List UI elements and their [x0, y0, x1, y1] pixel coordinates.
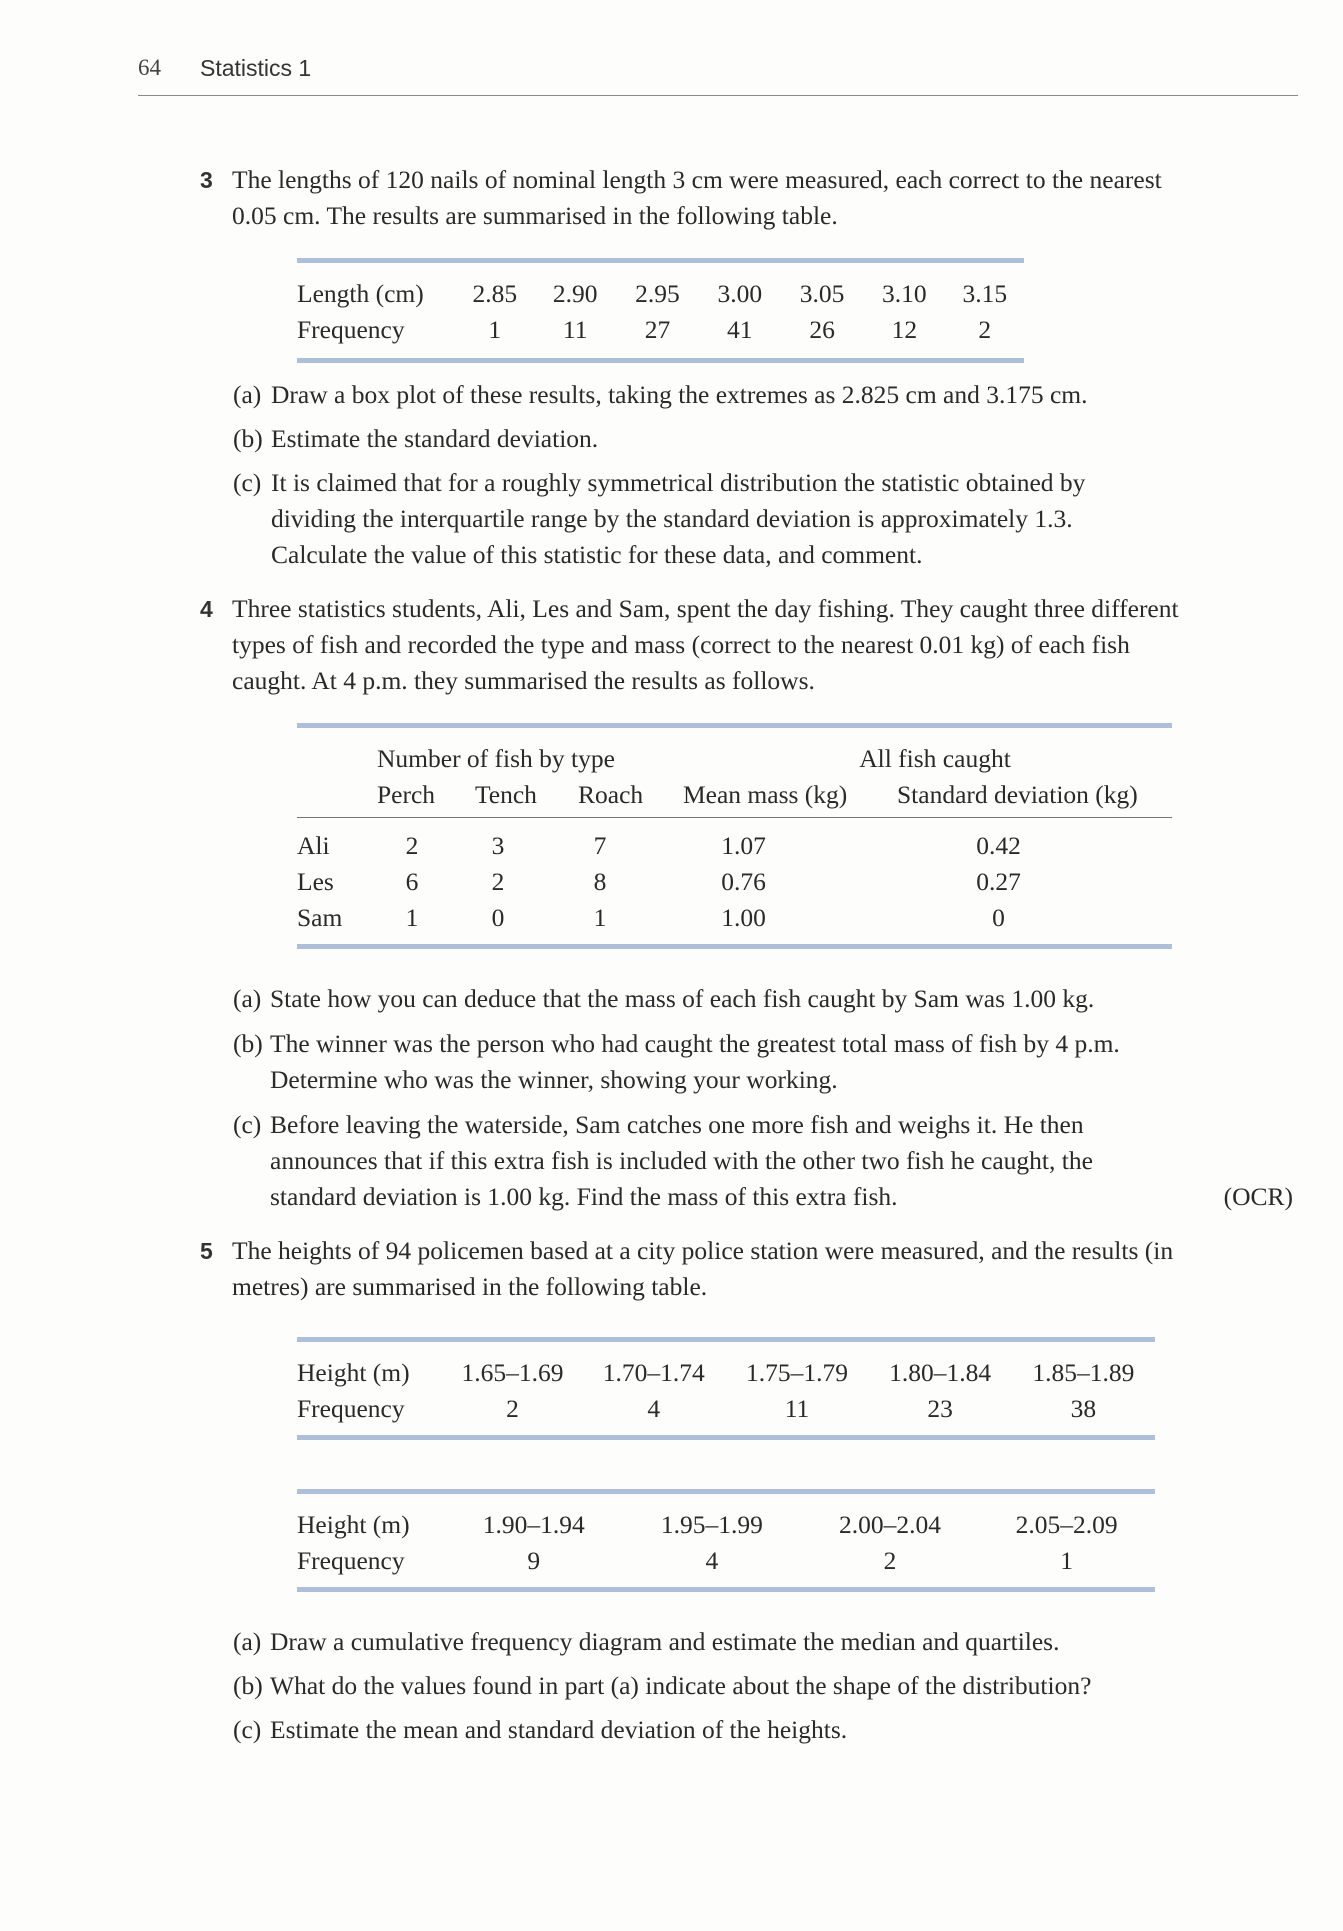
- column-header: Tench: [475, 780, 537, 809]
- part-5a: (a) Draw a cumulative frequency diagram and estimate the median and quartiles.: [233, 1627, 1060, 1656]
- table-group-header: [297, 741, 1169, 777]
- table-cell: 38: [1070, 1394, 1097, 1423]
- table-cell: 12: [891, 315, 918, 344]
- table-column-header: [297, 777, 1169, 813]
- part-3a: (a) Draw a box plot of these results, taking the extremes as 2.825 cm and 3.175 cm.: [233, 380, 1088, 409]
- table-cell: 3.10: [882, 279, 927, 308]
- column-header: Perch: [377, 780, 436, 809]
- fishing-table: [297, 723, 1172, 949]
- table-cell: 2: [506, 1394, 519, 1423]
- column-header: Roach: [578, 780, 644, 809]
- header-rule: [297, 817, 1172, 818]
- table-cell: 2.90: [552, 279, 598, 308]
- row-label: Height (m): [297, 1358, 410, 1387]
- page-header: [138, 55, 1298, 96]
- row-label: Sam: [297, 903, 343, 932]
- part-5c: (c) Estimate the mean and standard deviation of the heights.: [233, 1715, 848, 1744]
- table-cell: 1.90–1.94: [482, 1510, 585, 1539]
- table-top-rule: [297, 1489, 1155, 1494]
- table-cell: 2: [405, 831, 419, 860]
- table-cell: 4: [647, 1394, 661, 1423]
- table-cell: 2: [883, 1546, 897, 1575]
- row-label: Frequency: [297, 1546, 405, 1575]
- table-cell: 3: [491, 831, 505, 860]
- question-3: [200, 162, 1300, 234]
- table-cell: 1: [593, 903, 607, 932]
- height-table-2: [297, 1489, 1155, 1592]
- row-label: Ali: [297, 831, 330, 860]
- table-cell: 9: [527, 1546, 541, 1575]
- table-cell: 11: [784, 1394, 810, 1423]
- table-top-rule: [297, 723, 1172, 728]
- table-cell: 7: [593, 831, 607, 860]
- table-cell: 1: [405, 903, 419, 932]
- table-cell: 2.95: [635, 279, 680, 308]
- page-number: 64: [138, 55, 161, 80]
- table-top-rule: [297, 1337, 1155, 1342]
- table-row: [297, 312, 1024, 348]
- table-row: [297, 1355, 1155, 1391]
- table-bottom-rule: [297, 944, 1172, 949]
- question-stem: The lengths of 120 nails of nominal length 3 cm were measured, each correct to the nearest 0.05 cm. The results are summarised in the following table.: [232, 165, 1162, 230]
- table-row: [297, 1543, 1155, 1579]
- source-label: (OCR): [1223, 1182, 1293, 1211]
- table-bottom-rule: [297, 358, 1024, 363]
- part-5b: (b) What do the values found in part (a) indicate about the shape of the distribution?: [233, 1671, 1092, 1700]
- table-cell: 1.07: [721, 831, 766, 860]
- row-label: Length (cm): [297, 279, 424, 308]
- table-cell: 3.15: [962, 279, 1008, 308]
- table-cell: 1: [488, 315, 502, 344]
- table-cell: 0.76: [721, 867, 766, 896]
- column-header: Standard deviation (kg): [897, 780, 1138, 809]
- column-header: Mean mass (kg): [683, 780, 848, 809]
- table-cell: 1: [1060, 1546, 1074, 1575]
- question-number: 5: [200, 1238, 213, 1264]
- table-cell: 0: [491, 903, 505, 932]
- table-cell: 6: [405, 867, 419, 896]
- table-cell: 1.85–1.89: [1032, 1358, 1135, 1387]
- table-cell: 2.00–2.04: [838, 1510, 941, 1539]
- table-bottom-rule: [297, 1587, 1155, 1592]
- table-cell: 2.85: [472, 279, 518, 308]
- group-header-types: Number of fish by type: [377, 744, 615, 773]
- row-label: Frequency: [297, 315, 405, 344]
- table-cell: 11: [562, 315, 588, 344]
- question-5: [200, 1233, 1300, 1305]
- row-label: Les: [297, 867, 334, 896]
- height-table-1: [297, 1337, 1155, 1440]
- group-header-all: All fish caught: [859, 744, 1011, 773]
- table-cell: 2: [978, 315, 992, 344]
- row-label: Height (m): [297, 1510, 410, 1539]
- question-stem: The heights of 94 policemen based at a city police station were measured, and the results (in metres) are summarised in the following table.: [232, 1236, 1174, 1301]
- table-cell: 1.65–1.69: [461, 1358, 564, 1387]
- table-cell: 23: [927, 1394, 953, 1423]
- table-cell: 1.75–1.79: [745, 1358, 848, 1387]
- table-cell: 3.00: [717, 279, 763, 308]
- table-cell: 8: [593, 867, 607, 896]
- table-cell: 1.95–1.99: [660, 1510, 763, 1539]
- table-cell: 3.05: [799, 279, 845, 308]
- table-row: [297, 276, 1024, 312]
- part-3c: (c) It is claimed that for a roughly symmetrical distribution the statistic obtained by dividing the interquartile range by the standard deviation is approximately 1.3. Calculate the value of this statistic for these data, and comment.: [233, 468, 1086, 569]
- table-cell: 1.70–1.74: [602, 1358, 705, 1387]
- part-4c: (c) Before leaving the waterside, Sam catches one more fish and weighs it. He then announces that if this extra fish is included with the other two fish he caught, the standard deviation is 1.00 kg. Find the mass of this extra fish. (OCR): [233, 1107, 1293, 1215]
- question-4: [200, 591, 1300, 699]
- part-4b: (b) The winner was the person who had caught the greatest total mass of fish by 4 p.m. Determine who was the winner, showing your working.: [233, 1029, 1120, 1094]
- table-cell: 2: [491, 867, 505, 896]
- table-cell: 4: [705, 1546, 719, 1575]
- table-cell: 1.00: [721, 903, 766, 932]
- table-row: [297, 1391, 1155, 1427]
- table-row: [297, 864, 1161, 900]
- table-row: [297, 1507, 1155, 1543]
- table-cell: 1.80–1.84: [889, 1358, 992, 1387]
- part-3b: (b) Estimate the standard deviation.: [233, 424, 599, 453]
- row-label: Frequency: [297, 1394, 405, 1423]
- part-4a: (a) State how you can deduce that the mass of each fish caught by Sam was 1.00 kg.: [233, 984, 1095, 1013]
- table-top-rule: [297, 258, 1024, 263]
- table-cell: 2.05–2.09: [1015, 1510, 1118, 1539]
- table-cell: 26: [809, 315, 835, 344]
- running-title: Statistics 1: [200, 55, 312, 81]
- table-row: [297, 900, 1161, 936]
- question-number: 3: [200, 167, 213, 193]
- question-stem: Three statistics students, Ali, Les and Sam, spent the day fishing. They caught three different types of fish and recorded the type and mass (correct to the nearest 0.01 kg) of each fish caught. At 4 p.m. they summarised the results as follows.: [232, 594, 1179, 695]
- table-bottom-rule: [297, 1435, 1155, 1440]
- table-cell: 0.42: [976, 831, 1021, 860]
- question-number: 4: [200, 596, 213, 622]
- table-cell: 0.27: [976, 867, 1021, 896]
- table-cell: 41: [727, 315, 753, 344]
- nail-length-table: [297, 258, 1024, 363]
- table-cell: 27: [644, 315, 671, 344]
- table-cell: 0: [992, 903, 1005, 932]
- table-row: [297, 828, 1161, 864]
